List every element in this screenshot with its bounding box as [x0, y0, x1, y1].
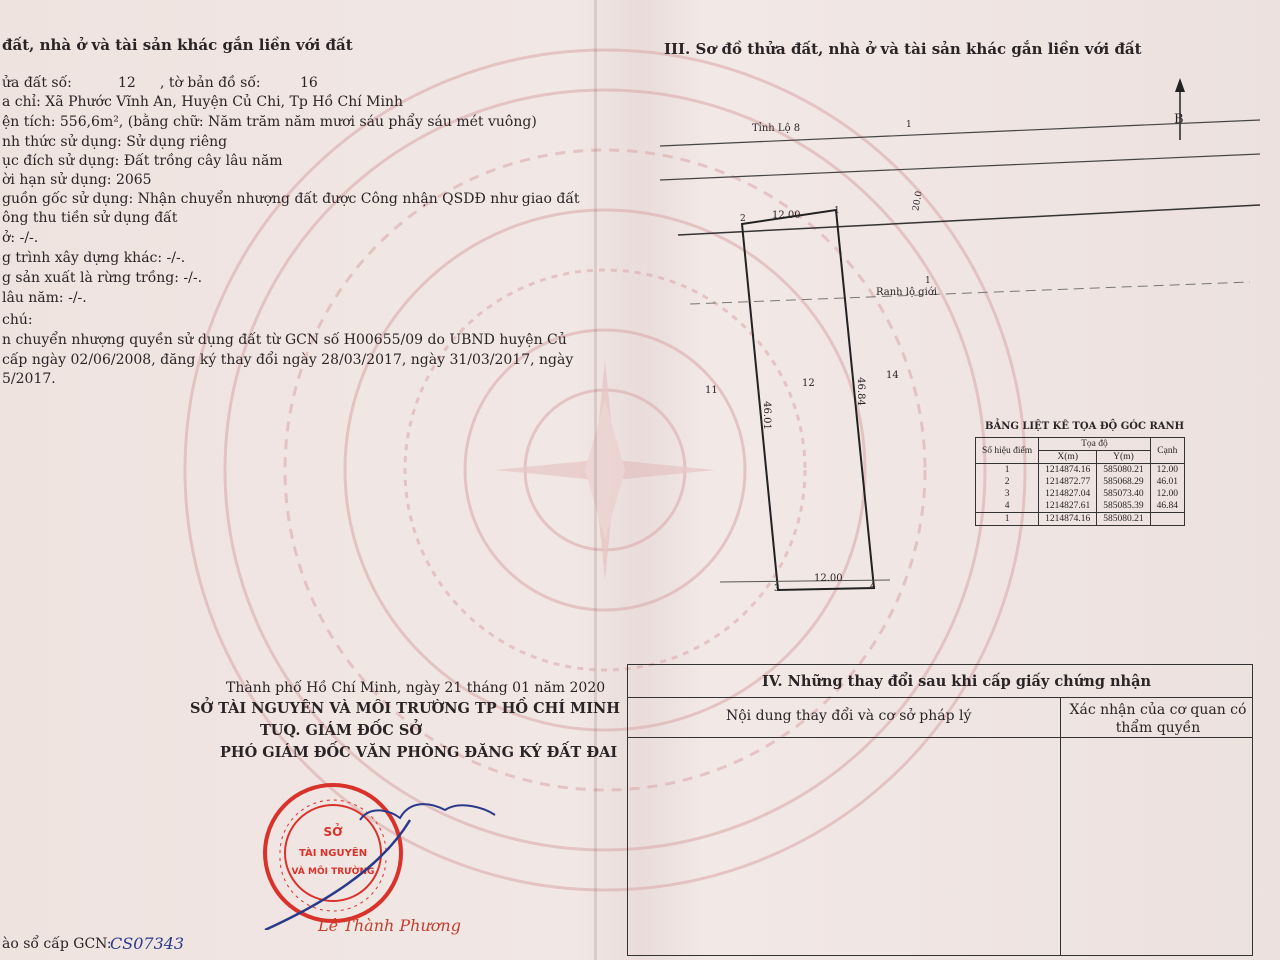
perennial-line: lâu năm: -/-. — [2, 290, 87, 306]
signature — [260, 790, 500, 930]
purpose-line: ục đích sử dụng: Đất trồng cây lâu năm — [2, 153, 283, 169]
parcel-label: ửa đất số: — [2, 75, 72, 91]
note-text-1: n chuyển nhượng quyền sử dụng đất từ GCN số H00655/09 do UBND huyện Củ — [2, 332, 567, 348]
point-3-label: 3 — [774, 584, 780, 594]
changes-table — [627, 664, 1253, 956]
north-label: B — [1174, 112, 1184, 127]
other-construction-line: g trình xây dựng khác: -/-. — [2, 250, 186, 266]
table-row: 3 — [976, 488, 1039, 500]
authority-confirmation-header: Xác nhận của cơ quan có thẩm quyền — [1069, 702, 1247, 736]
signer-name: Lê Thành Phương — [318, 916, 461, 935]
signer-title-1: TUQ. GIÁM ĐỐC SỞ — [260, 722, 422, 739]
table-row: 1 — [976, 464, 1039, 477]
neighbor-parcel-11: 11 — [705, 385, 718, 396]
map-sheet-number: 16 — [300, 75, 318, 91]
production-forest-line: g sản xuất là rừng trồng: -/-. — [2, 270, 203, 286]
address-line: a chỉ: Xã Phước Vĩnh An, Huyện Củ Chi, Tp Hồ Chí Minh — [2, 94, 403, 110]
certificate-number-label: ào sổ cấp GCN: — [2, 936, 112, 952]
section-3-title: III. Sơ đồ thửa đất, nhà ở và tài sản khác gắn liền với đất — [664, 40, 1142, 58]
boundary-label: Ranh lộ giới — [876, 287, 937, 298]
top-edge-length: 12.00 — [772, 210, 801, 221]
certificate-number: CS07343 — [110, 934, 185, 953]
note-text-2: cấp ngày 02/06/2008, đăng ký thay đổi ngày 28/03/2017, ngày 31/03/2017, ngày — [2, 352, 574, 368]
point-1-label: 1 — [834, 206, 840, 216]
header-y: Y(m) — [1097, 451, 1150, 464]
changes-content-header: Nội dung thay đổi và cơ sở pháp lý — [726, 708, 972, 724]
map-sheet-label: , tờ bản đồ số: — [160, 75, 261, 91]
origin-line-1: guồn gốc sử dụng: Nhận chuyển nhượng đất được Công nhận QSDĐ như giao đất — [2, 191, 580, 207]
department-name: SỞ TÀI NGUYÊN VÀ MÔI TRƯỜNG TP HỒ CHÍ MINH — [190, 700, 620, 717]
notes-line: chú: — [2, 312, 33, 328]
table-row: 1 — [976, 513, 1039, 526]
signer-title-2: PHÓ GIÁM ĐỐC VĂN PHÒNG ĐĂNG KÝ ĐẤT ĐAI — [220, 744, 618, 761]
area-line: ện tích: 556,6m², (bằng chữ: Năm trăm năm mươi sáu phẩy sáu mét vuông) — [2, 114, 537, 130]
section-4-title: IV. Những thay đổi sau khi cấp giấy chứng nhận — [762, 673, 1152, 690]
point-4-label: 4 — [870, 582, 876, 592]
use-form-line: nh thức sử dụng: Sử dụng riêng — [2, 134, 228, 150]
subject-parcel-12: 12 — [802, 378, 815, 389]
right-edge-length: 46.84 — [854, 377, 866, 406]
parcel-diagram — [650, 60, 1270, 620]
section-title-left: đất, nhà ở và tài sản khác gắn liền với đất — [2, 36, 353, 54]
header-coordinates: Tọa độ — [1039, 438, 1151, 451]
coordinate-table: Số hiệu điểm Tọa độ Cạnh X(m) Y(m) 1 1214874.16 585080.21 12.00 2 1214872.77 585068.29 46.01 3 1214827.04 585073.40 12.00 4 1214827.61 585085.39 46.84 1 1214874.16 585080.21 — [975, 437, 1185, 526]
neighbor-parcel-14: 14 — [886, 370, 899, 381]
signing-date: Thành phố Hồ Chí Minh, ngày 21 tháng 01 năm 2020 — [226, 680, 606, 696]
left-edge-length: 46.01 — [760, 401, 772, 430]
origin-line-2: ông thu tiền sử dụng đất — [2, 210, 178, 226]
bottom-edge-length: 12.00 — [814, 573, 843, 584]
term-line: ời hạn sử dụng: 2065 — [2, 172, 152, 188]
house-line: ở: -/-. — [2, 230, 39, 246]
svg-text:VÀ MÔI TRƯỜNG: VÀ MÔI TRƯỜNG — [291, 867, 375, 877]
header-x: X(m) — [1039, 451, 1097, 464]
table-row: 2 — [976, 476, 1039, 488]
coordinate-table-title: BẢNG LIỆT KÊ TỌA ĐỘ GÓC RANH — [985, 421, 1185, 432]
road-width-label: 20.0 — [911, 190, 925, 212]
header-edge: Cạnh — [1150, 438, 1184, 464]
svg-text:TÀI NGUYÊN: TÀI NGUYÊN — [298, 848, 368, 859]
road-label: Tỉnh Lộ 8 — [752, 123, 801, 134]
point-2-label: 2 — [740, 214, 746, 224]
parcel-number: 12 — [118, 75, 136, 91]
header-point: Số hiệu điểm — [976, 438, 1039, 464]
page-fold — [594, 0, 597, 960]
boundary-marker-1: 1 — [925, 276, 931, 286]
table-row: 4 — [976, 500, 1039, 513]
svg-text:SỞ: SỞ — [323, 825, 343, 839]
note-text-3: 5/2017. — [2, 371, 56, 387]
road-marker-1: 1 — [906, 120, 912, 130]
